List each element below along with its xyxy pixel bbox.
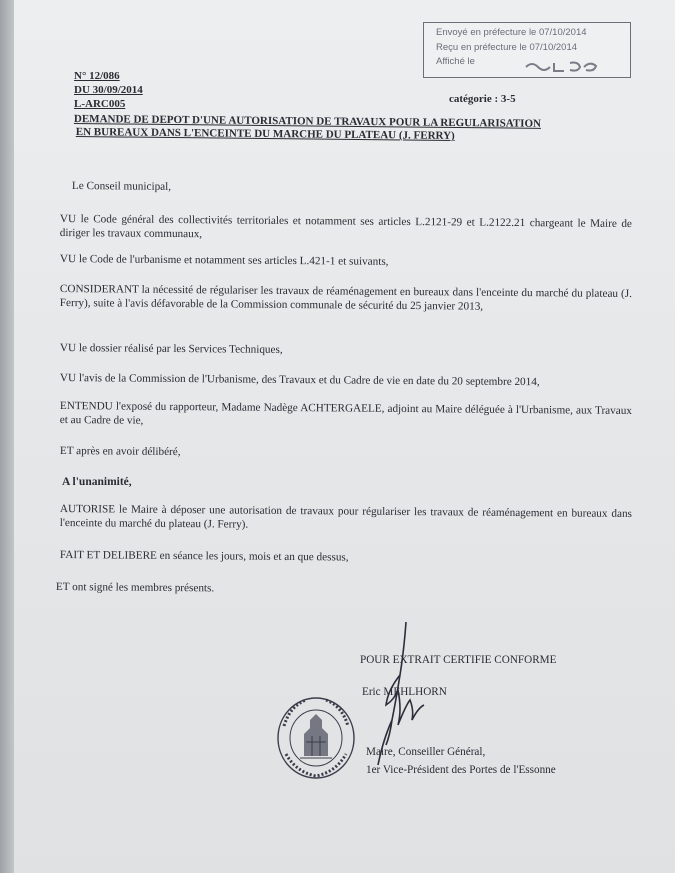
considerant-paragraph bbox=[60, 283, 632, 315]
vu-text: l'avis de la Commission de l'Urbanisme, des Travaux et du Cadre de vie en date du 20 septembre 2014, bbox=[78, 372, 540, 389]
prefecture-stamp bbox=[423, 22, 631, 78]
stamp-sent-line: Envoyé en préfecture le 07/10/2014 bbox=[436, 27, 587, 38]
autorise-paragraph bbox=[60, 503, 632, 535]
vu-text: le Code de l'urbanisme et notamment ses articles L.421-1 et suivants, bbox=[78, 253, 389, 268]
category-label: catégorie : 3-5 bbox=[449, 93, 516, 105]
et-apres-line: ET après en avoir délibéré, bbox=[59, 445, 181, 459]
vu-lead: VU bbox=[59, 253, 77, 266]
deliberation-number: N° 12/086 bbox=[74, 70, 120, 82]
stamp-scribble-icon bbox=[524, 59, 604, 73]
vu-code-collectivites bbox=[60, 213, 632, 245]
vu-lead: VU bbox=[59, 342, 77, 355]
stamp-posted-line: Affiché le bbox=[436, 56, 475, 67]
title-line-2: EN BUREAUX DANS L'ENCEINTE DU MARCHE DU PLATEAU (J. FERRY) bbox=[75, 126, 455, 142]
vu-lead: VU bbox=[59, 213, 77, 226]
page-shadow-edge bbox=[0, 0, 14, 873]
signatory-role-1: Maire, Conseiller Général, bbox=[366, 746, 486, 758]
fait-text: en séance les jours, mois et an que dessus, bbox=[159, 549, 349, 564]
vu-lead: VU bbox=[59, 372, 77, 385]
vu-text: le Code général des collectivités territoriales et notamment ses articles L.2121-29 et L.2122.21 chargeant le Maire de diriger les travaux communaux, bbox=[59, 213, 632, 240]
autorise-lead: AUTORISE bbox=[59, 503, 116, 516]
unanimity-label: A l'unanimité, bbox=[62, 476, 132, 488]
autorise-text: le Maire à déposer une autorisation de travaux pour régulariser les travaux de réaménagement en bureaux dans l'enceinte du marché du plateau (J. Ferry). bbox=[59, 503, 632, 531]
deliberation-date: DU 30/09/2014 bbox=[74, 84, 143, 96]
city-seal-icon bbox=[276, 696, 356, 780]
entendu-lead: ENTENDU bbox=[59, 400, 113, 413]
handwritten-signature-icon bbox=[368, 620, 428, 770]
title-line-1: DEMANDE DE DEPOT D'UNE AUTORISATION DE TRAVAUX POUR LA REGULARISATION bbox=[73, 113, 542, 130]
deliberation-code: L-ARC005 bbox=[74, 98, 126, 110]
stamp-received-line: Reçu en préfecture le 07/10/2014 bbox=[436, 41, 578, 53]
fait-lead: FAIT ET DELIBERE bbox=[59, 549, 157, 562]
signatory-role-2: 1er Vice-Président des Portes de l'Essonne bbox=[366, 764, 556, 776]
intro-line: Le Conseil municipal, bbox=[71, 180, 172, 193]
considerant-text: la nécessité de régulariser les travaux de réaménagement en bureaux dans l'enceinte du marché du plateau (J. Ferry), suite à l'avis défavorable de la Commission communale de sécurité du 25 janvier 2013, bbox=[59, 283, 632, 313]
certified-copy-label: POUR EXTRAIT CERTIFIE CONFORME bbox=[360, 654, 557, 666]
vu-text: le dossier réalisé par les Services Techniques, bbox=[78, 342, 283, 356]
signatory-name: Eric MEHLHORN bbox=[362, 686, 447, 698]
signed-members-line: ET ont signé les membres présents. bbox=[55, 581, 215, 595]
entendu-paragraph bbox=[60, 400, 632, 432]
entendu-text: l'exposé du rapporteur, Madame Nadège ACHTERGAELE, adjoint au Maire déléguée à l'Urbanisme, aux Travaux et au Cadre de vie, bbox=[59, 400, 632, 427]
considerant-lead: CONSIDERANT bbox=[59, 283, 139, 296]
